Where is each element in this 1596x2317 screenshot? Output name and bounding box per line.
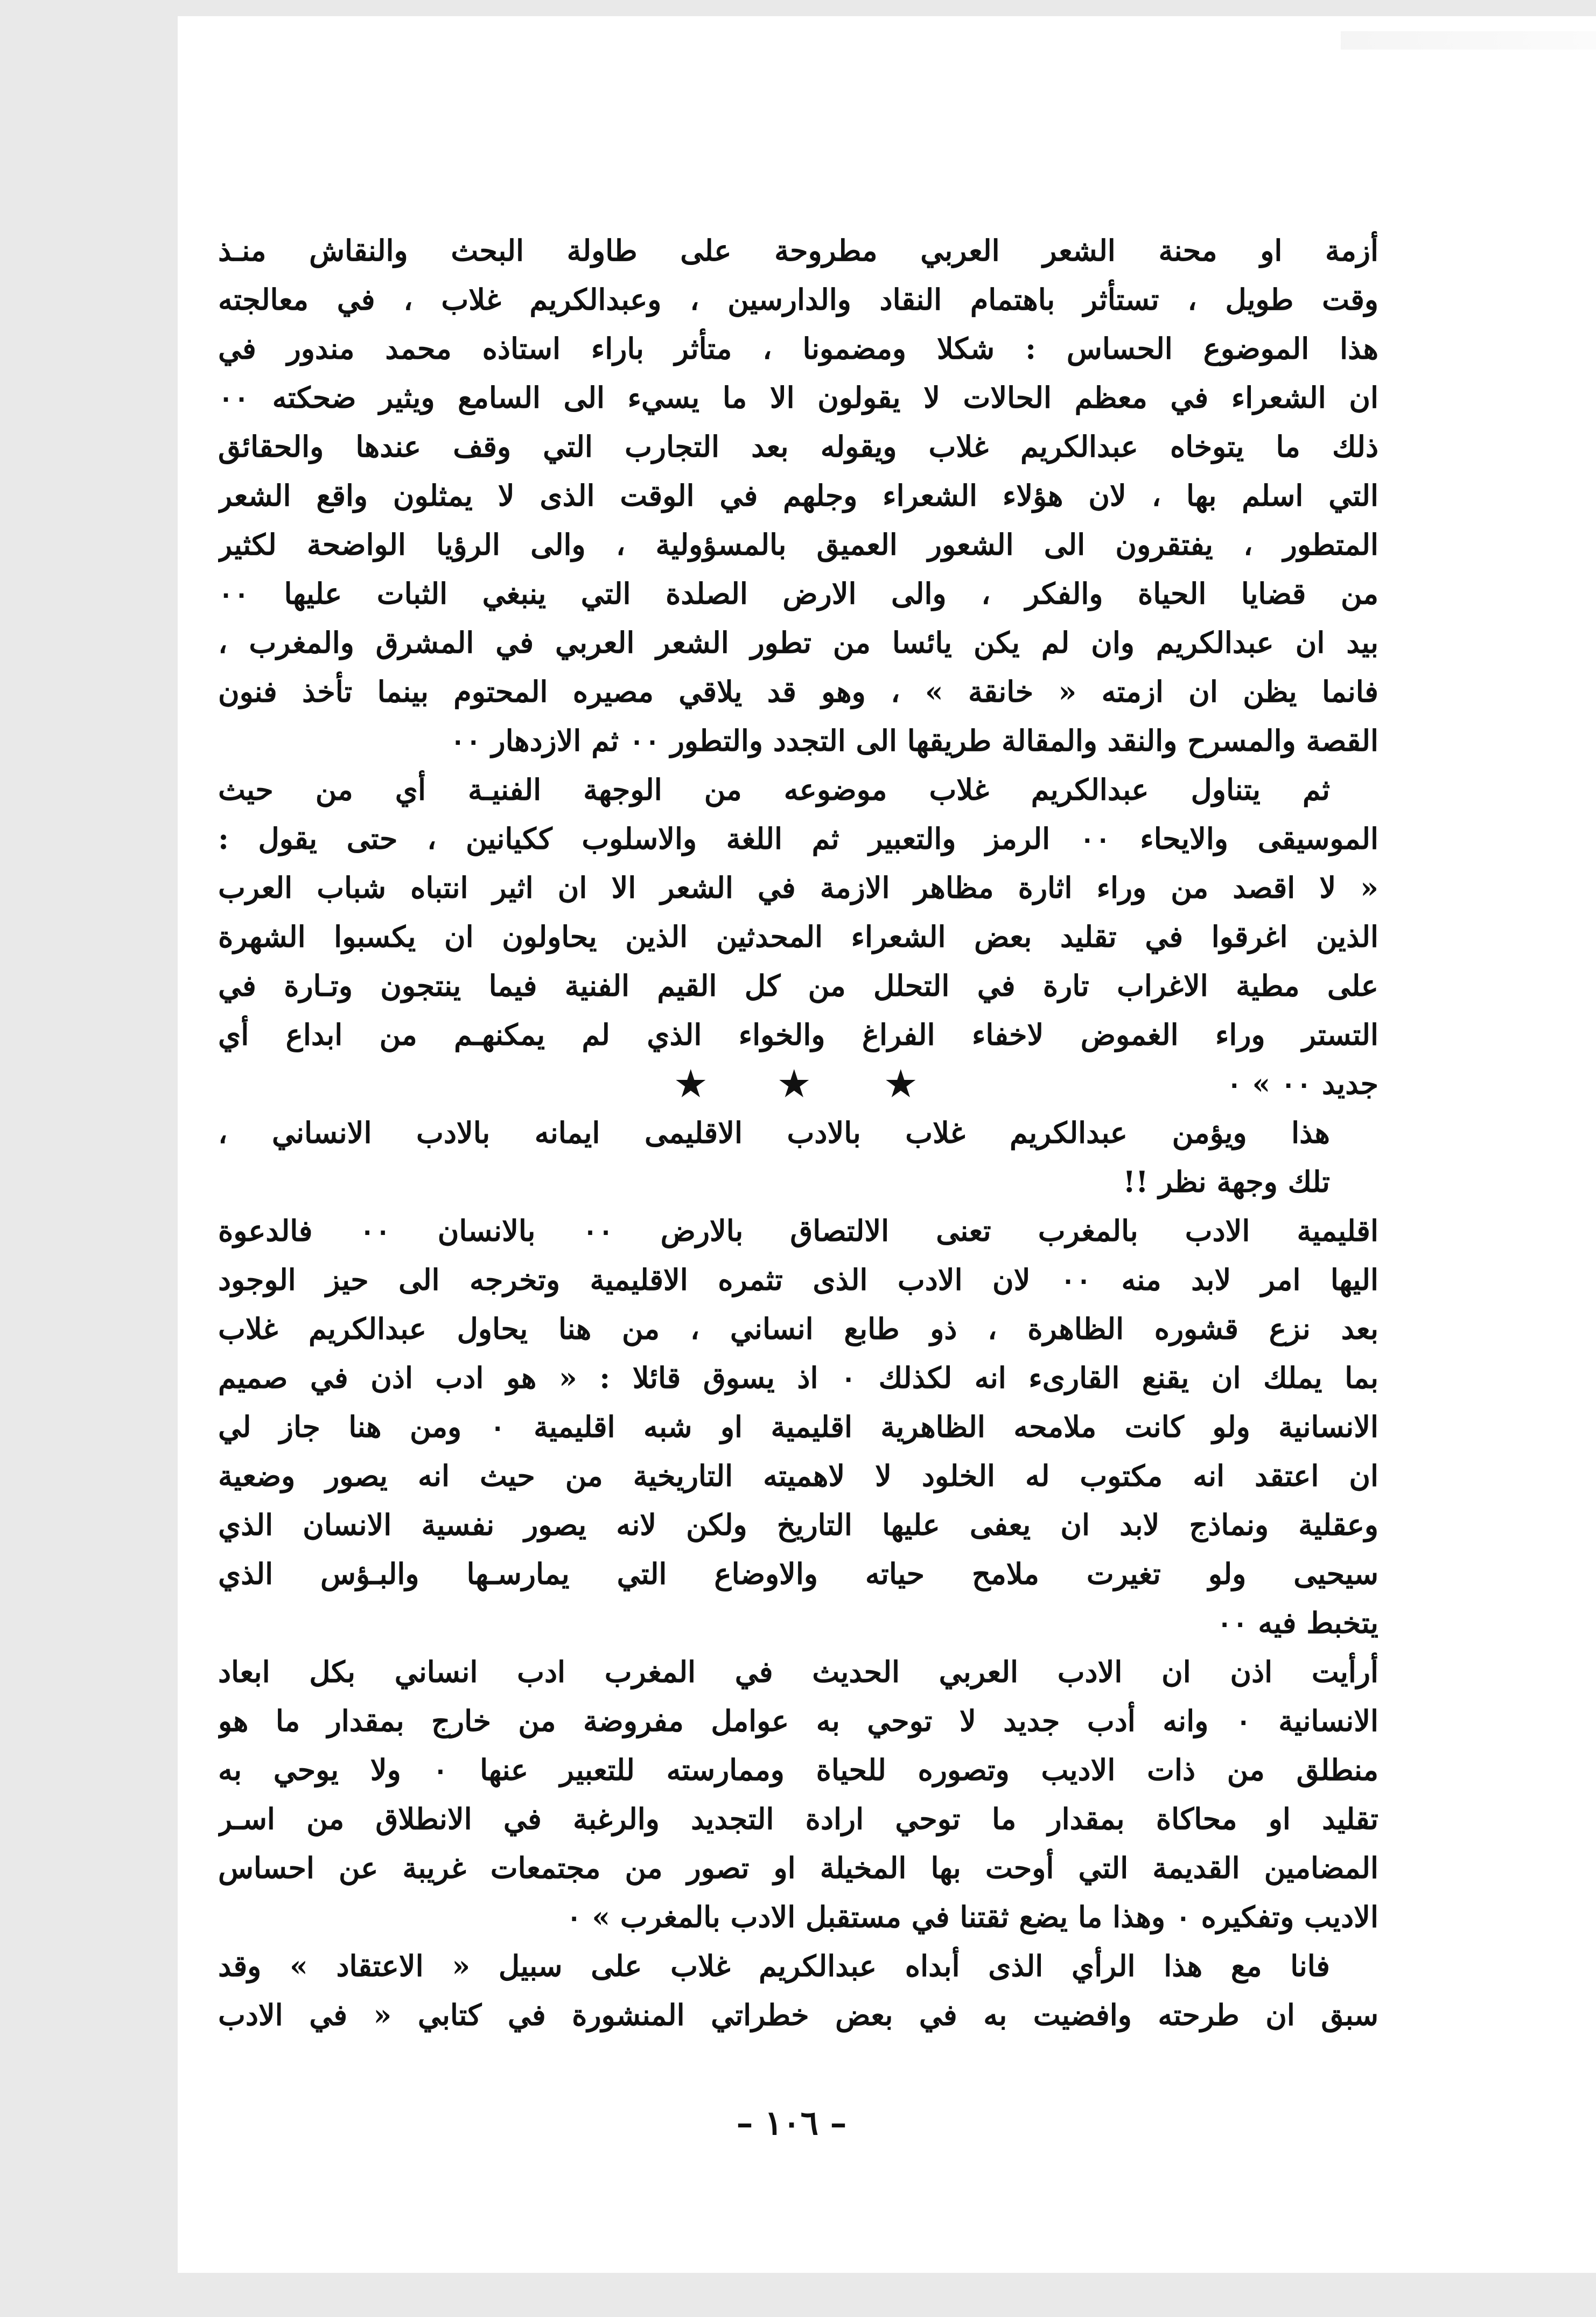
text-line: تلك وجهة نظر !!	[1123, 1164, 1330, 1199]
text-line: ثم يتناول عبدالكريم غلاب موضوعه من الوجهة الفنيـة أي من حيث	[218, 772, 1330, 807]
separator-row	[218, 1059, 1378, 1108]
text-line: وقت طويل ، تستأثر باهتمام النقاد والدارسين ، وعبدالكريم غلاب ، في معالجته	[218, 282, 1378, 317]
text-line: الاديب وتفكيره ٠ وهذا ما يضع ثقتنا في مستقبل الادب بالمغرب » ٠	[566, 1900, 1378, 1934]
text-line: فانما يظن ان ازمته « خانقة » ، وهو قد يلاقي مصيره المحتوم بينما تأخذ فنون	[218, 674, 1378, 709]
text-line: فانا مع هذا الرأي الذى أبداه عبدالكريم غلاب على سبيل « الاعتقاد » وقد	[218, 1949, 1331, 1983]
text-line: اليها امر لابد منه ٠٠ لان الادب الذى تثمره الاقليمية وتخرجه الى حيز الوجود	[218, 1262, 1378, 1297]
text-line: بيد ان عبدالكريم وان لم يكن يائسا من تطور الشعر العربي في المشرق والمغرب ،	[218, 625, 1378, 660]
text-line: أرأيت اذن ان الادب العربي الحديث في المغرب ادب انساني بكل ابعاد	[218, 1655, 1378, 1689]
three-stars-icon: ★	[673, 1061, 708, 1106]
text-line: هذا ويؤمن عبدالكريم غلاب بالادب الاقليمى ايمانه بالادب الانساني ،	[218, 1115, 1330, 1150]
text-line: الانسانية ٠ وانه أدب جديد لا توحي به عوامل مفروضة من خارج بمقدار ما هو	[218, 1704, 1378, 1738]
text-line: المضامين القديمة التي أوحت بها المخيلة او تصور من مجتمعات غريبة عن احساس	[218, 1851, 1378, 1885]
text-line: القصة والمسرح والنقد والمقالة طريقها الى التجدد والتطور ٠٠ ثم الازدهار ٠٠	[450, 723, 1378, 758]
text-line: التي اسلم بها ، لان هؤلاء الشعراء وجلهم في الوقت الذى لا يمثلون واقع الشعر	[218, 478, 1378, 513]
text-line: اقليمية الادب بالمغرب تعنى الالتصاق بالارض ٠٠ بالانسان ٠٠ فالدعوة	[218, 1213, 1378, 1248]
text-line: تقليد او محاكاة بمقدار ما توحي ارادة التجديد والرغبة في الانطلاق من اسـر	[218, 1802, 1378, 1836]
scan-edge-mark	[1341, 31, 1596, 50]
text-line: الانسانية ولو كانت ملامحه الظاهرية اقليمية او شبه اقليمية ٠ ومن هنا جاز لي	[218, 1409, 1378, 1444]
page-number: – ١٠٦ –	[736, 2103, 847, 2142]
three-stars-icon: ★	[776, 1061, 811, 1106]
text-line: سبق ان طرحته وافضيت به في بعض خطراتي المنشورة في كتابي « في الادب	[218, 1998, 1378, 2032]
text-line: الموسيقى والايحاء ٠٠ الرمز والتعبير ثم اللغة والاسلوب ككيانين ، حتى يقول :	[218, 821, 1378, 856]
page-body-text	[218, 226, 1378, 2040]
text-line: التستر وراء الغموض لاخفاء الفراغ والخواء الذي لم يمكنهـم من ابداع أي	[218, 1017, 1378, 1052]
text-line: أزمة او محنة الشعر العربي مطروحة على طاولة البحث والنقاش منـذ	[218, 233, 1378, 268]
three-stars-icon: ★	[883, 1061, 918, 1106]
text-line: المتطور ، يفتقرون الى الشعور العميق بالمسؤولية ، والى الرؤيا الواضحة لكثير	[218, 527, 1378, 562]
text-line: بما يملك ان يقنع القارىء انه لكذلك ٠ اذ يسوق قائلا : « هو ادب اذن في صميم	[218, 1360, 1378, 1395]
text-line: ان اعتقد انه مكتوب له الخلود لا لاهميته التاريخية من حيث انه يصور وضعية	[218, 1458, 1378, 1493]
text-line: منطلق من ذات الاديب وتصوره للحياة وممارسته للتعبير عنها ٠ ولا يوحي به	[218, 1753, 1378, 1787]
text-line: جديد ٠٠ » ٠	[1226, 1066, 1378, 1101]
text-line: يتخبط فيه ٠٠	[1216, 1606, 1378, 1640]
text-line: بعد نزع قشوره الظاهرة ، ذو طابع انساني ، من هنا يحاول عبدالكريم غلاب	[218, 1311, 1378, 1346]
text-line: سيحيى ولو تغيرت ملامح حياته والاوضاع التي يمارسـها والبـؤس الذي	[218, 1557, 1378, 1591]
text-line: الذين اغرقوا في تقليد بعض الشعراء المحدثين الذين يحاولون ان يكسبوا الشهرة	[218, 919, 1378, 954]
text-line: وعقلية ونماذج لابد ان يعفى عليها التاريخ ولكن لانه يصور نفسية الانسان الذي	[218, 1508, 1378, 1542]
text-line: ان الشعراء في معظم الحالات لا يقولون الا ما يسيء الى السامع ويثير ضحكته ٠٠	[218, 380, 1378, 415]
text-line: ذلك ما يتوخاه عبدالكريم غلاب ويقوله بعد التجارب التي وقف عندها والحقائق	[218, 429, 1378, 464]
text-line: « لا اقصد من وراء اثارة مظاهر الازمة في الشعر الا ان اثير انتباه شباب العرب	[218, 870, 1378, 905]
text-line: هذا الموضوع الحساس : شكلا ومضمونا ، متأثر باراء استاذه محمد مندور في	[218, 331, 1378, 366]
text-line: على مطية الاغراب تارة في التحلل من كل القيم الفنية فيما ينتجون وتـارة في	[218, 968, 1378, 1003]
text-line: من قضايا الحياة والفكر ، والى الارض الصلدة التي ينبغي الثبات عليها ٠٠	[218, 576, 1378, 611]
